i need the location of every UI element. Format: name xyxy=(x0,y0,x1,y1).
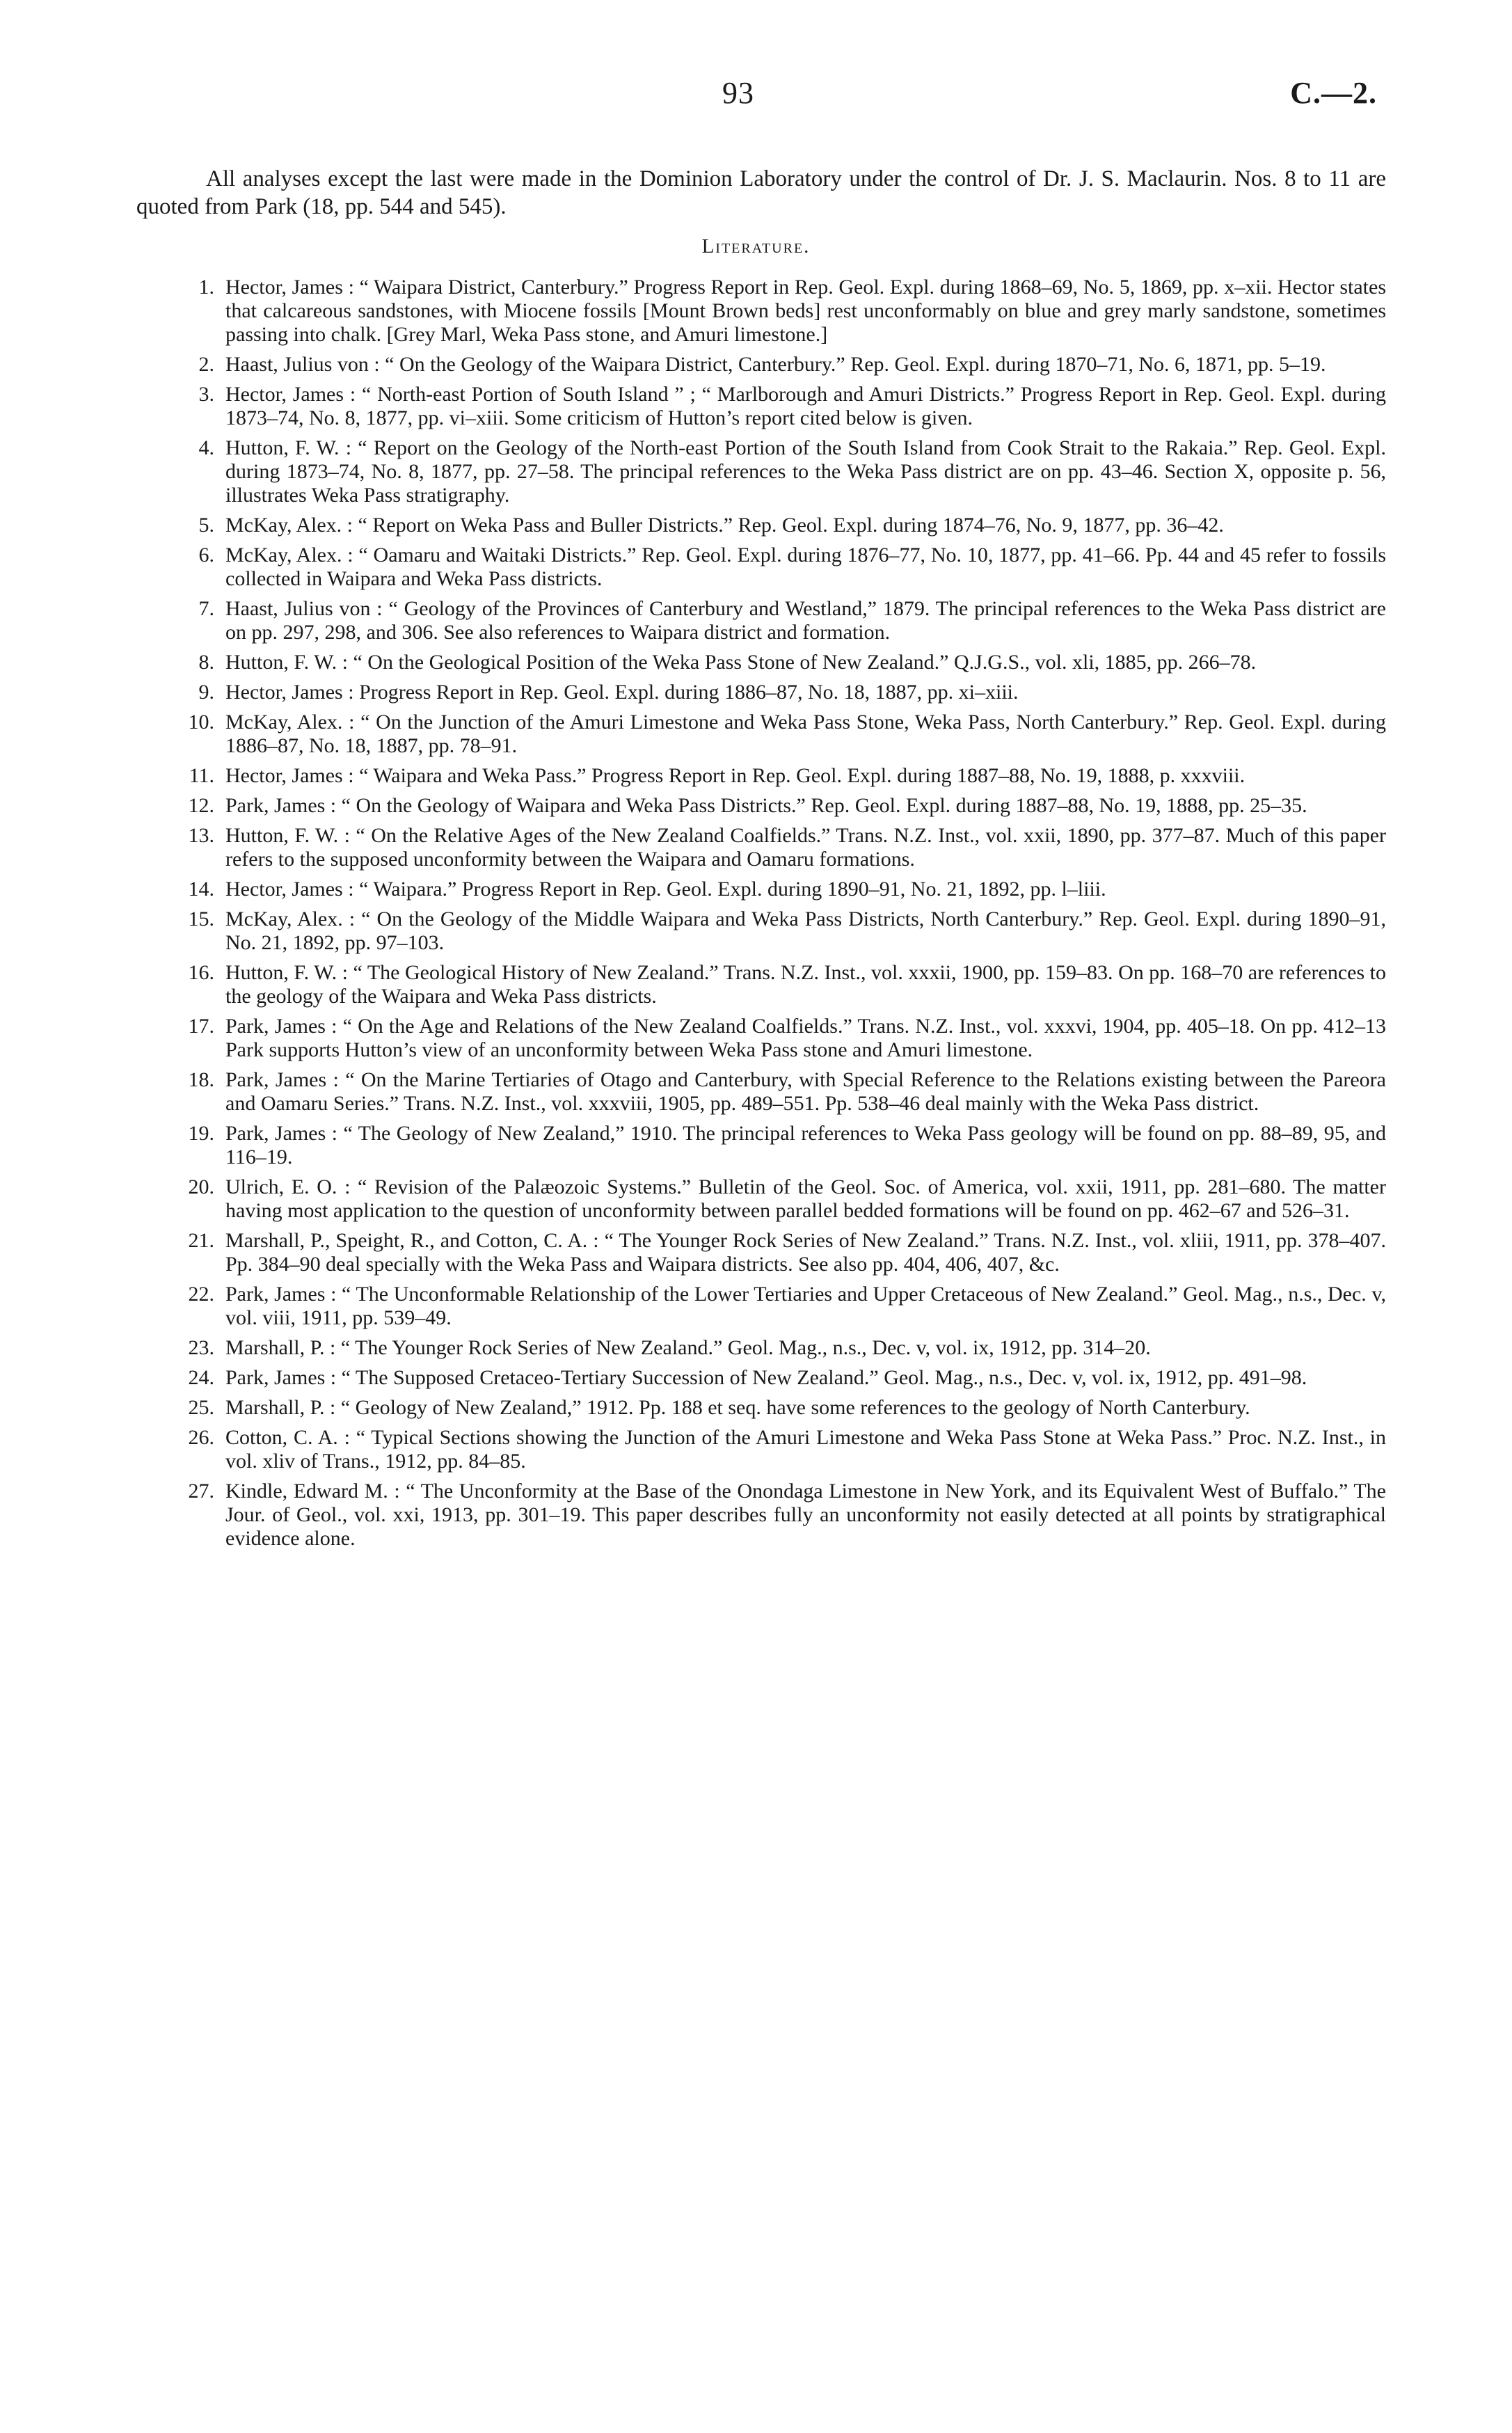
entry-text: Hutton, F. W. : “ The Geological History of New Zealand.” Trans. N.Z. Inst., vol. xxxii, 1900, pp. 159–83. On pp. 168–70 are references to the geology of the Waipara and Weka Pass districts. xyxy=(225,961,1386,1008)
entry-text: Marshall, P. : “ Geology of New Zealand,” 1912. Pp. 188 et seq. have some references to the geology of North Canterbury. xyxy=(225,1396,1250,1419)
page-header xyxy=(0,75,1512,117)
entry-number: 1. xyxy=(198,276,214,299)
entry-text: Hutton, F. W. : “ On the Geological Position of the Weka Pass Stone of New Zealand.” Q.J.G.S., vol. xli, 1885, pp. 266–78. xyxy=(225,651,1257,674)
entry-text: McKay, Alex. : “ On the Junction of the Amuri Limestone and Weka Pass Stone, Weka Pass, North Canterbury.” Rep. Geol. Expl. during 1886–87, No. 18, 1887, pp. 78–91. xyxy=(225,711,1386,757)
entry-number: 21. xyxy=(188,1229,214,1252)
entry-number: 22. xyxy=(188,1283,214,1306)
entry-text: McKay, Alex. : “ Oamaru and Waitaki Districts.” Rep. Geol. Expl. during 1876–77, No. 10, 1877, pp. 41–66. Pp. 44 and 45 refer to fossils collected in Waipara and Weka Pass districts. xyxy=(225,544,1386,590)
literature-entry xyxy=(136,1366,1386,1390)
entry-number: 16. xyxy=(188,961,214,984)
entry-number: 19. xyxy=(188,1122,214,1145)
literature-entry xyxy=(136,597,1386,644)
entry-text: Hector, James : “ Waipara District, Canterbury.” Progress Report in Rep. Geol. Expl. during 1868–69, No. 5, 1869, pp. x–xii. Hector states that calcareous sandstones, with Miocene fossils [Mount Brown beds] rest unconformably on blue and grey marly sandstone, sometimes passing into chalk. [Grey Marl, Weka Pass stone, and Amuri limestone.] xyxy=(225,276,1386,346)
literature-entry xyxy=(136,961,1386,1008)
entry-number: 23. xyxy=(188,1336,214,1359)
entry-number: 2. xyxy=(198,353,214,376)
entry-number: 10. xyxy=(188,711,214,734)
entry-text: Hector, James : “ North-east Portion of South Island ” ; “ Marlborough and Amuri Districts.” Progress Report in Rep. Geol. Expl. during 1873–74, No. 8, 1877, pp. vi–xiii. Some criticism of Hutton’s report cited below is given. xyxy=(225,383,1386,429)
literature-entry xyxy=(136,1336,1386,1360)
literature-entry xyxy=(136,878,1386,901)
literature-entry xyxy=(136,276,1386,347)
entry-number: 20. xyxy=(188,1175,214,1198)
entry-text: Hutton, F. W. : “ Report on the Geology of the North-east Portion of the South Island from Cook Strait to the Rakaia.” Rep. Geol. Expl. during 1873–74, No. 8, 1877, pp. 27–58. The principal references to the Weka Pass district are on pp. 43–46. Section X, opposite p. 56, illustrates Weka Pass stratigraphy. xyxy=(225,436,1386,507)
entry-number: 13. xyxy=(188,824,214,847)
entry-text: Park, James : “ The Supposed Cretaceo-Tertiary Succession of New Zealand.” Geol. Mag., n.s., Dec. v, vol. ix, 1912, pp. 491–98. xyxy=(225,1366,1307,1389)
entry-number: 27. xyxy=(188,1480,214,1503)
literature-entry xyxy=(136,1175,1386,1223)
literature-entry xyxy=(136,1015,1386,1062)
entry-text: Park, James : “ On the Geology of Waipara and Weka Pass Districts.” Rep. Geol. Expl. during 1887–88, No. 19, 1888, pp. 25–35. xyxy=(225,794,1307,817)
literature-entry xyxy=(136,1396,1386,1420)
entry-text: Haast, Julius von : “ Geology of the Provinces of Canterbury and Westland,” 1879. The principal references to the Weka Pass district are on pp. 297, 298, and 306. See also references to Waipara district and formation. xyxy=(225,597,1386,644)
literature-entry xyxy=(136,651,1386,674)
entry-number: 17. xyxy=(188,1015,214,1038)
entry-number: 14. xyxy=(188,878,214,901)
literature-entry xyxy=(136,908,1386,955)
literature-entry xyxy=(136,1122,1386,1169)
entry-text: Park, James : “ The Geology of New Zealand,” 1910. The principal references to Weka Pass geology will be found on pp. 88–89, 95, and 116–19. xyxy=(225,1122,1386,1168)
literature-entry xyxy=(136,544,1386,591)
literature-entry xyxy=(136,794,1386,818)
entry-text: Cotton, C. A. : “ Typical Sections showing the Junction of the Amuri Limestone and Weka Pass Stone at Weka Pass.” Proc. N.Z. Inst., in vol. xliv of Trans., 1912, pp. 84–85. xyxy=(225,1426,1386,1473)
entry-text: Hutton, F. W. : “ On the Relative Ages of the New Zealand Coalfields.” Trans. N.Z. Inst., vol. xxii, 1890, pp. 377–87. Much of this paper refers to the supposed unconformity between the Waipara and Oamaru formations. xyxy=(225,824,1386,871)
literature-entry xyxy=(136,1480,1386,1551)
entry-number: 24. xyxy=(188,1366,214,1389)
literature-entry xyxy=(136,824,1386,871)
literature-entry xyxy=(136,436,1386,507)
literature-entry xyxy=(136,711,1386,758)
literature-entry xyxy=(136,681,1386,704)
entry-text: McKay, Alex. : “ Report on Weka Pass and Buller Districts.” Rep. Geol. Expl. during 1874–76, No. 9, 1877, pp. 36–42. xyxy=(225,514,1224,537)
entry-text: Park, James : “ On the Marine Tertiaries of Otago and Canterbury, with Special Reference to the Relations existing between the Pareora and Oamaru Series.” Trans. N.Z. Inst., vol. xxxviii, 1905, pp. 489–551. Pp. 538–46 deal mainly with the Weka Pass district. xyxy=(225,1068,1386,1115)
entry-number: 15. xyxy=(188,908,214,930)
entry-number: 3. xyxy=(198,383,214,406)
literature-entry xyxy=(136,1426,1386,1473)
literature-entry xyxy=(136,383,1386,430)
entry-number: 8. xyxy=(198,651,214,674)
literature-entry xyxy=(136,1283,1386,1330)
page-number: 93 xyxy=(722,76,754,110)
section-title-literature: Literature. xyxy=(701,235,811,257)
entry-number: 11. xyxy=(189,764,214,787)
entry-text: Hector, James : “ Waipara.” Progress Report in Rep. Geol. Expl. during 1890–91, No. 21, 1892, pp. l–liii. xyxy=(225,878,1106,901)
entry-number: 18. xyxy=(188,1068,214,1091)
entry-number: 4. xyxy=(198,436,214,459)
entry-text: Kindle, Edward M. : “ The Unconformity at the Base of the Onondaga Limestone in New York, and its Equivalent West of Buffalo.” The Jour. of Geol., vol. xxi, 1913, pp. 301–19. This paper describes fully an unconformity not easily detected at all points by stratigraphical evidence alone. xyxy=(225,1480,1386,1550)
literature-entry xyxy=(136,1229,1386,1276)
entry-number: 5. xyxy=(198,514,214,537)
literature-entry xyxy=(136,764,1386,788)
entry-text: Park, James : “ The Unconformable Relationship of the Lower Tertiaries and Upper Cretaceous of New Zealand.” Geol. Mag., n.s., Dec. v, vol. viii, 1911, pp. 539–49. xyxy=(225,1283,1386,1329)
entry-number: 12. xyxy=(188,794,214,817)
entry-text: McKay, Alex. : “ On the Geology of the Middle Waipara and Weka Pass Districts, North Canterbury.” Rep. Geol. Expl. during 1890–91, No. 21, 1892, pp. 97–103. xyxy=(225,908,1386,954)
document-reference: C.—2. xyxy=(1290,76,1377,110)
entry-text: Hector, James : Progress Report in Rep. Geol. Expl. during 1886–87, No. 18, 1887, pp. xi–xiii. xyxy=(225,681,1019,704)
entry-number: 26. xyxy=(188,1426,214,1449)
literature-entry xyxy=(136,353,1386,377)
entry-text: Hector, James : “ Waipara and Weka Pass.” Progress Report in Rep. Geol. Expl. during 1887–88, No. 19, 1888, p. xxxviii. xyxy=(225,764,1246,787)
entry-text: Marshall, P. : “ The Younger Rock Series of New Zealand.” Geol. Mag., n.s., Dec. v, vol. ix, 1912, pp. 314–20. xyxy=(225,1336,1151,1359)
entry-text: Haast, Julius von : “ On the Geology of the Waipara District, Canterbury.” Rep. Geol. Expl. during 1870–71, No. 6, 1871, pp. 5–19. xyxy=(225,353,1326,376)
literature-entry xyxy=(136,1068,1386,1116)
entry-number: 9. xyxy=(198,681,214,704)
entry-number: 6. xyxy=(198,544,214,566)
literature-entry xyxy=(136,514,1386,537)
entry-text: Marshall, P., Speight, R., and Cotton, C. A. : “ The Younger Rock Series of New Zealand.” Trans. N.Z. Inst., vol. xliii, 1911, pp. 378–407. Pp. 384–90 deal specially with the Weka Pass and Waipara districts. See also pp. 404, 406, 407, &c. xyxy=(225,1229,1386,1276)
literature-list xyxy=(136,276,1386,1557)
entry-number: 25. xyxy=(188,1396,214,1419)
entry-number: 7. xyxy=(198,597,214,620)
entry-text: Ulrich, E. O. : “ Revision of the Palæozoic Systems.” Bulletin of the Geol. Soc. of America, vol. xxii, 1911, pp. 281–680. The matter having most application to the question of unconformity between parallel bedded formations will be found on pp. 462–67 and 526–31. xyxy=(225,1175,1386,1222)
intro-paragraph: All analyses except the last were made in the Dominion Laboratory under the control of Dr. J. S. Maclaurin. Nos. 8 to 11 are quoted from Park (18, pp. 544 and 545). xyxy=(136,166,1386,219)
entry-text: Park, James : “ On the Age and Relations of the New Zealand Coalfields.” Trans. N.Z. Inst., vol. xxxvi, 1904, pp. 405–18. On pp. 412–13 Park supports Hutton’s view of an unconformity between Weka Pass stone and Amuri limestone. xyxy=(225,1015,1386,1061)
